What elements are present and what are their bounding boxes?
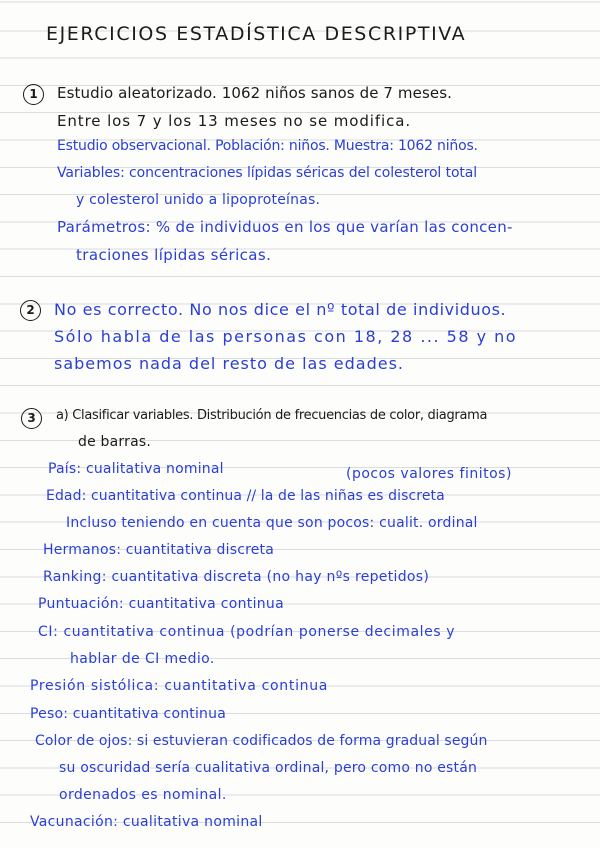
color-ojos-line-1: Color de ojos: si estuvieran codificados de forma gradual según — [35, 733, 488, 749]
vacunacion-line: Vacunación: cualitativa nominal — [30, 814, 263, 830]
edad-line: Edad: cuantitativa continua // la de las niñas es discreta — [46, 488, 445, 504]
exercise-number-3: 3 — [21, 408, 42, 429]
pocos-valores-note: (pocos valores finitos) — [346, 466, 512, 482]
ex2-line-3: sabemos nada del resto de las edades. — [54, 354, 404, 373]
edad-note-line: Incluso teniendo en cuenta que son pocos: cualit. ordinal — [66, 515, 478, 531]
ex1-line-3: Estudio observacional. Población: niños. Muestra: 1062 niños. — [57, 138, 478, 154]
presion-line: Presión sistólica: cuantitativa continua — [30, 678, 329, 694]
ex3-line-2: de barras. — [78, 434, 152, 450]
color-ojos-line-3: ordenados es nominal. — [59, 787, 227, 803]
color-ojos-line-2: su oscuridad sería cualitativa ordinal, pero como no están — [59, 760, 478, 776]
exercise-number-2: 2 — [20, 300, 41, 321]
ex1-line-7: traciones lípidas séricas. — [76, 246, 272, 264]
puntuacion-line: Puntuación: cuantitativa continua — [38, 596, 284, 612]
ex2-line-2: Sólo habla de las personas con 18, 28 ... 58 y no — [54, 327, 518, 346]
peso-line: Peso: cuantitativa continua — [30, 706, 226, 722]
ex3-line-1: a) Clasificar variables. Distribución de frecuencias de color, diagrama — [56, 408, 488, 423]
ci-line-1: CI: cuantitativa continua (podrían ponerse decimales y — [38, 624, 456, 640]
hermanos-line: Hermanos: cuantitativa discreta — [43, 542, 275, 558]
exercise-number-1: 1 — [23, 84, 44, 105]
ex1-line-4: Variables: concentraciones lípidas séricas del colesterol total — [57, 165, 478, 181]
page-title: EJERCICIOS ESTADÍSTICA DESCRIPTIVA — [46, 23, 467, 45]
ranking-line: Ranking: cuantitativa discreta (no hay nºs repetidos) — [43, 569, 430, 585]
ex1-line-6: Parámetros: % de individuos en los que varían las concen- — [57, 218, 513, 236]
ci-line-2: hablar de CI medio. — [70, 651, 215, 667]
ex2-line-1: No es correcto. No nos dice el nº total de individuos. — [54, 300, 507, 319]
ex1-line-1: Estudio aleatorizado. 1062 niños sanos de 7 meses. — [57, 84, 452, 102]
ex1-line-5: y colesterol unido a lipoproteínas. — [76, 192, 321, 208]
ex1-line-2: Entre los 7 y los 13 meses no se modifica. — [57, 112, 412, 130]
pais-line: País: cualitativa nominal — [48, 461, 224, 477]
